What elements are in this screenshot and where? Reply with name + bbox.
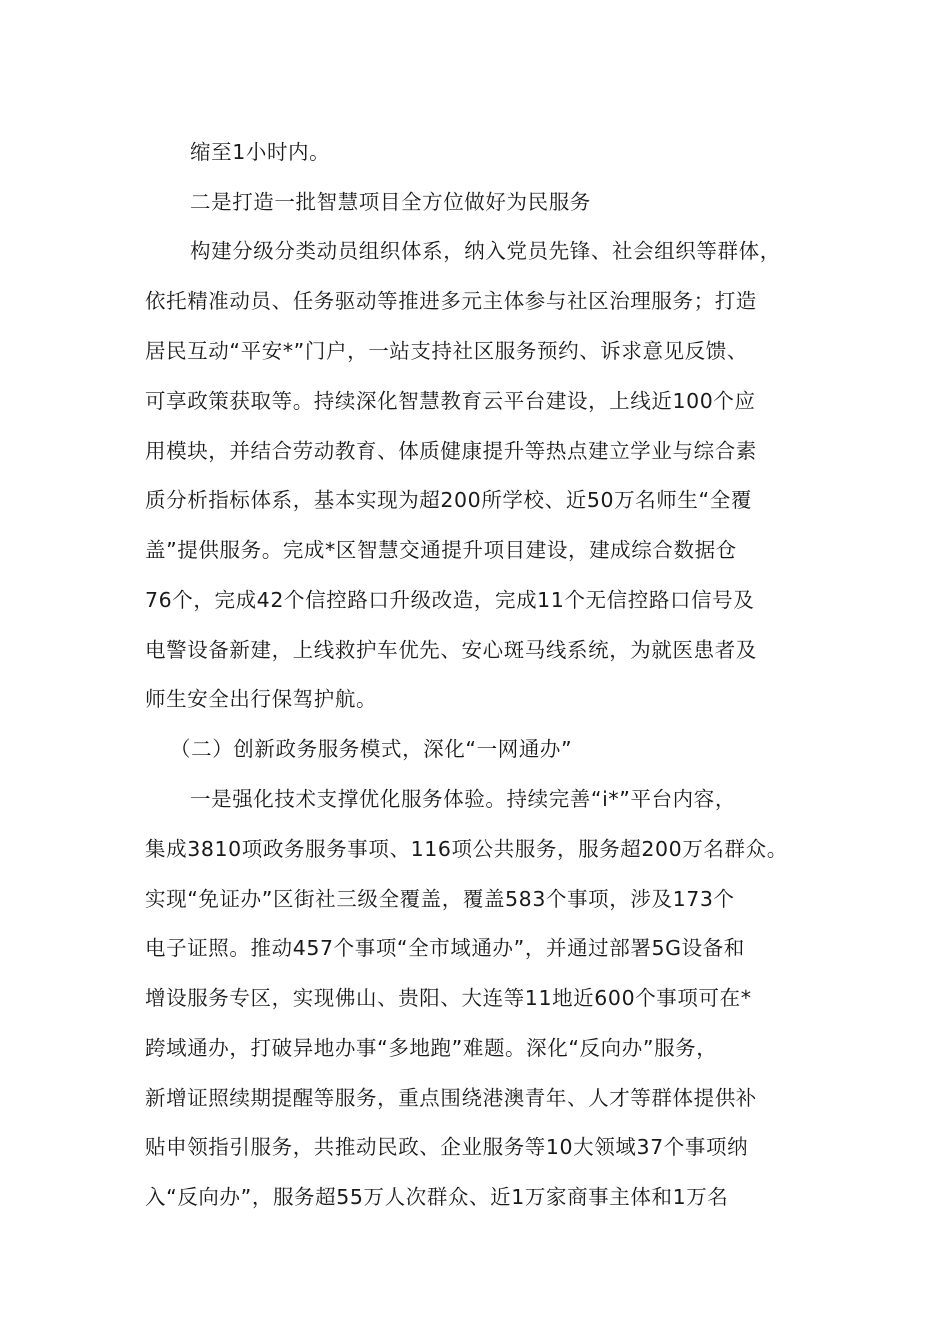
paragraph-line: 构建分级分类动员组织体系，纳入党员先锋、社会组织等群体， [190,239,781,263]
paragraph-line: 电子证照。推动457个事项“全市域通办”，并通过部署5G设备和 [145,936,745,960]
paragraph-line: 贴申领指引服务，共推动民政、企业服务等10大领域37个事项纳 [145,1135,749,1159]
paragraph-line: 可享政策获取等。持续深化智慧教育云平台建设，上线近100个应 [145,389,756,413]
paragraph-line: 依托精准动员、任务驱动等推进多元主体参与社区治理服务；打造 [145,289,757,313]
paragraph-line: 质分析指标体系，基本实现为超200所学校、近50万名师生“全覆 [145,488,752,512]
paragraph-line: 师生安全出行保驾护航。 [145,687,378,711]
paragraph-line: 76个，完成42个信控路口升级改造，完成11个无信控路口信号及 [145,588,755,612]
paragraph-line: 电警设备新建，上线救护车优先、安心斑马线系统，为就医患者及 [145,638,757,662]
paragraph-line: 集成3810项政务服务事项、116项公共服务，服务超200万名群众。 [145,837,788,861]
paragraph-line: 实现“免证办”区街社三级全覆盖，覆盖583个事项，涉及173个 [145,887,735,911]
paragraph-line: 居民互动“平安*”门户，一站支持社区服务预约、诉求意见反馈、 [145,339,748,363]
paragraph-line: 盖”提供服务。完成*区智慧交通提升项目建设，建成综合数据仓 [145,538,737,562]
paragraph-line: 新增证照续期提醒等服务，重点围绕港澳青年、人才等群体提供补 [145,1086,757,1110]
section-heading: （二）创新政务服务模式，深化“一网通办” [170,737,573,761]
paragraph-line: 用模块，并结合劳动教育、体质健康提升等热点建立学业与综合素 [145,439,757,463]
paragraph-line: 跨域通办，打破异地办事“多地跑”难题。深化“反向办”服务， [145,1036,718,1060]
section-heading: 二是打造一批智慧项目全方位做好为民服务 [190,190,591,214]
paragraph-line: 缩至1小时内。 [190,140,331,164]
paragraph-line: 增设服务专区，实现佛山、贵阳、大连等11地近600个事项可在* [145,986,752,1010]
paragraph-line: 一是强化技术支撑优化服务体验。持续完善“i*”平台内容， [190,787,736,811]
paragraph-line: 入“反向办”，服务超55万人次群众、近1万家商事主体和1万名 [145,1185,729,1209]
